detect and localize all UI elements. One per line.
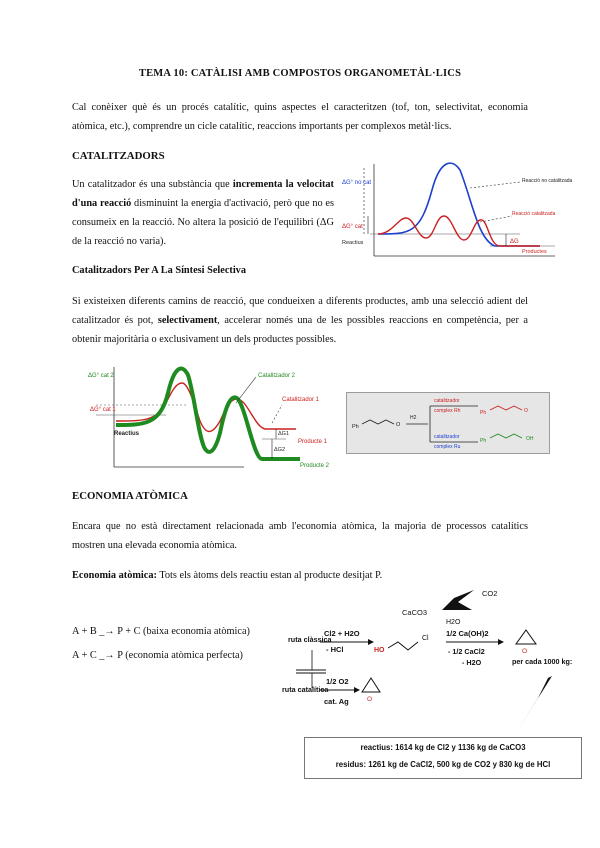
section-heading-sintesi-selectiva: Catalitzadors Per A La Síntesi Selectiva [72,265,246,276]
economia-paragraph: Encara que no està directament relacionada amb l'economia atòmica, la majoria de processos catalítics mostren una elevada economia atòmica. [72,521,528,551]
label-h2o-minus: - H2O [462,658,482,667]
label-cat2: Catalitzador 2 [258,373,296,379]
label-cat-ag: cat. Ag [324,697,349,706]
catalyst2-curve [116,369,300,459]
scheme-h2: H2 [410,415,417,421]
summary-reactius: reactius: 1614 kg de Cl2 y 1136 kg de CaCO3 [360,743,526,752]
no-cat-leader [470,182,520,188]
label-dg: ΔG [510,239,519,245]
economia-definition-text: Tots els àtoms dels reactiu estan al producte desitjat P. [156,570,383,581]
scheme-ph2: Ph [480,438,487,444]
page-title: TEMA 10: CATÀLISI AMB COMPOSTOS ORGANOMETÀL·LICS [138,68,462,79]
section-heading-catalitzadors: CATALITZADORS [72,150,165,162]
scheme-cat-a: catalitzador [434,398,460,404]
catalitzadors-text-bold: incrementa la velocitat d'una reacció [72,179,334,209]
label-dg-cat2: ΔG° cat 2 [88,373,114,379]
label-dg2: ΔG2 [274,447,286,453]
label-half-o2: 1/2 O2 [326,677,349,686]
label-productes: Productes [522,249,547,255]
epoxide-structure-bottom [362,678,380,692]
label-ruta-catalitica: ruta catalítica [282,685,329,694]
intro-paragraph: Cal conèixer què és un procés catalític, quins aspectes el caracteritzen (tof, ton, selectivitat, economia atòmica, etc.), comprendre un cicle catalític, reaccions importants per complexos metàl·lics. [72,102,528,132]
label-ruta-classica: ruta clàssica [288,635,332,644]
label-cl: Cl [422,635,429,642]
summary-residus: residus: 1261 kg de CaCl2, 500 kg de CO2 y 830 kg de HCl [335,760,551,769]
label-reaccio-cat: Reacció catalitzada [512,211,556,217]
cat-dashed-leader [272,405,282,423]
classic-arrowhead [368,639,374,645]
label-per-cada: per cada 1000 kg: [512,657,573,666]
label-prod2: Producte 2 [300,463,330,469]
label-caco3: CaCO3 [402,608,428,617]
equation-1: A + B _→ P + C (baixa economia atòmica) [72,626,250,637]
selective-hydrogenation-scheme [346,392,550,454]
equation-2: A + C _→ P (economia atòmica perfecta) [72,650,243,661]
chlorohydrin-structure [388,642,418,650]
section-heading-economia-atomica: ECONOMIA ATÒMICA [72,490,188,502]
catalitzadors-text-end: disminuint la energia d'activació, però que no es consumeix en la reacció. No altera la posició de l'equilibri (ΔG de la reacció no varia). [72,198,334,247]
selectiva-text-bold: selectivament [157,315,218,326]
scheme-cat-b: catalitzador [434,434,460,440]
scheme-o1: O [524,408,528,414]
label-h2o: H2O [446,619,461,626]
atom-economy-summary [304,737,582,779]
label-dg-cat1: ΔG° cat 1 [90,407,116,413]
ethylene-oxide-scheme [276,580,576,738]
label-reaccio-no-cat: Reacció no catalitzada [522,178,573,184]
sintesi-selectiva-paragraph [72,292,528,349]
label-cl2-h2o: Cl2 + H2O [324,629,360,638]
label-hcl: - HCl [326,645,344,654]
epoxide-structure-top [516,630,536,644]
scheme-o: O [396,422,401,428]
label-o-bottom: O [367,696,373,703]
catalitzadors-paragraph [72,175,334,251]
scheme-ph: Ph [352,424,359,430]
co2-release-arrow [442,590,474,610]
label-ca-oh2: 1/2 Ca(OH)2 [446,629,489,638]
scheme-cat-b2: complex Ru [434,444,461,450]
base-arrowhead [498,639,504,645]
scheme-ph1: Ph [480,410,487,416]
label-o-top: O [522,648,528,655]
label-dg1: ΔG1 [278,431,290,437]
cat-leader [480,216,512,222]
cat2-leader [236,377,256,403]
label-reactius2: Reactius [114,431,140,437]
uncatalyzed-curve [378,163,540,246]
label-ho: HO [374,647,385,654]
selectiva-text-start: Si existeixen diferents camins de reacció, que condueixen a diferents productes, amb una selecció adient del catalitzador és pot, [72,296,528,326]
label-prod1: Producte 1 [298,439,328,445]
label-dg-no-cat: ΔG° no cat [342,180,372,186]
catalytic-arrowhead [354,687,360,693]
scheme-oh2: OH [526,436,534,442]
label-cacl2: - 1/2 CaCl2 [448,647,485,656]
label-dg-cat: ΔG° cat [342,224,363,230]
label-cat1: Catalitzador 1 [282,397,320,403]
selectiva-text-end: , accelerar només una de les possibles reaccions en competència, per a obtenir majoritària o exclusivament un dels productes possibles. [72,315,528,345]
energy-profile-figure [340,160,573,260]
label-co2: CO2 [482,589,498,598]
catalitzadors-text-start: Un catalitzador és una substància que [72,179,233,190]
label-reactius: Reactius [342,240,364,246]
result-arrow [516,676,552,732]
scheme-cat-a2: complex Rh [434,408,461,414]
selective-catalysis-figure [86,363,346,475]
economia-definition-bold: Economia atòmica: [72,570,157,581]
